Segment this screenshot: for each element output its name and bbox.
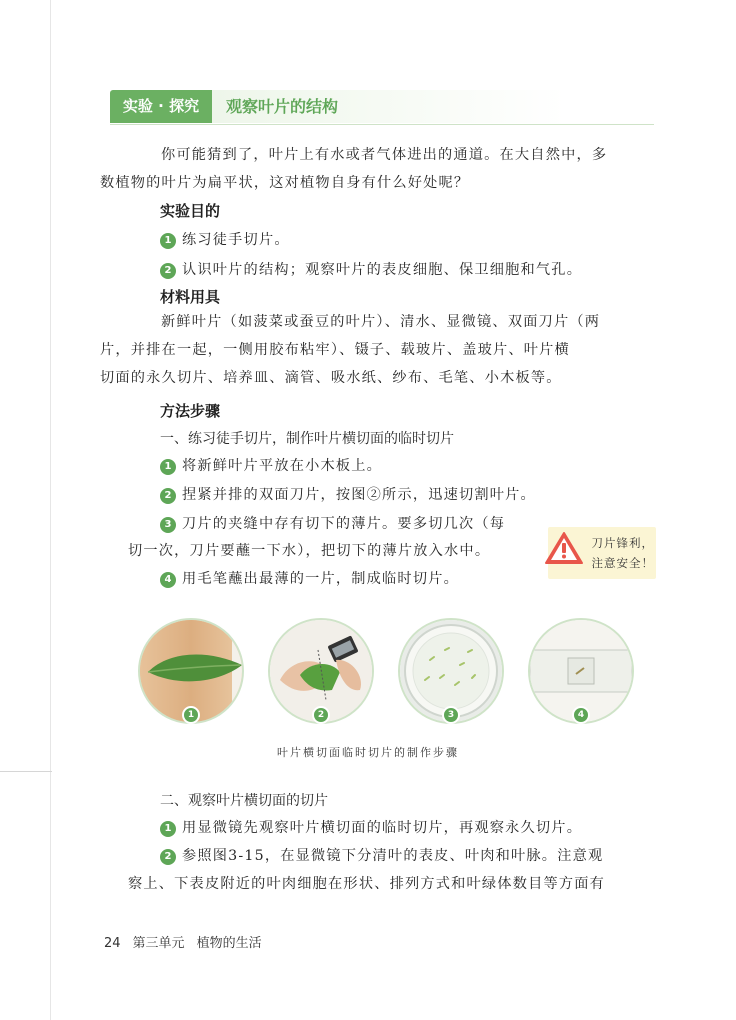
figure-badge-3	[442, 706, 460, 724]
page-number: 24	[104, 936, 121, 951]
figure-badge-1	[182, 706, 200, 724]
materials-heading: 材料用具	[160, 288, 221, 306]
caution-text	[588, 533, 654, 573]
step-text: 将新鲜叶片平放在小木板上。	[182, 458, 383, 474]
figure-badge-2	[312, 706, 330, 724]
step-4	[160, 568, 459, 588]
part2-step-1	[160, 817, 582, 837]
badge-number: 4	[572, 706, 590, 724]
step-2	[160, 484, 536, 504]
page-edge	[50, 0, 51, 1020]
number-badge: 3	[160, 517, 176, 533]
step-3-continued: 切一次，刀片要蘸一下水），把切下的薄片放入水中。	[128, 543, 491, 559]
section-header	[110, 90, 654, 125]
step-text: 用显微镜先观察叶片横切面的临时切片，再观察永久切片。	[182, 820, 583, 836]
part1-title: 一、练习徒手切片，制作叶片横切面的临时切片	[160, 431, 454, 447]
materials-line-1: 新鲜叶片（如菠菜或蚕豆的叶片）、清水、显微镜、双面刀片（两	[161, 314, 601, 330]
number-badge: 2	[160, 849, 176, 865]
intro-paragraph	[100, 141, 642, 197]
warning-triangle-icon	[544, 531, 584, 565]
number-badge: 1	[160, 821, 176, 837]
number-badge: 1	[160, 459, 176, 475]
step-3	[160, 513, 505, 533]
section-title: 观察叶片的结构	[226, 97, 339, 116]
purpose-item-1	[160, 229, 290, 249]
intro-line-1: 你可能猜到了，叶片上有水或者气体进出的通道。在大自然中，多	[161, 147, 608, 163]
materials-line-2: 片，并排在一起，一侧用胶布粘牢）、镊子、载玻片、盖玻片、叶片横	[100, 342, 570, 358]
materials-line-3: 切面的永久切片、培养皿、滴管、吸水纸、纱布、毛笔、小木板等。	[100, 370, 562, 386]
caution-box	[548, 527, 656, 579]
section-tag: 实验 · 探究	[110, 90, 212, 123]
purpose-item-2	[160, 259, 582, 279]
badge-number: 3	[442, 706, 460, 724]
caution-line-1: 刀片锋利，	[591, 536, 654, 550]
step-text: 用毛笔蘸出最薄的一片，制成临时切片。	[182, 571, 459, 587]
chapter-label: 植物的生活	[196, 936, 262, 951]
badge-number: 1	[182, 706, 200, 724]
step-text: 捏紧并排的双面刀片，按图②所示，迅速切割叶片。	[182, 487, 536, 503]
purpose-heading: 实验目的	[160, 202, 221, 220]
unit-label: 第三单元	[132, 936, 185, 951]
materials-paragraph	[100, 308, 642, 392]
figure-caption: 叶片横切面临时切片的制作步骤	[277, 746, 459, 759]
part2-step-2-continued: 察上、下表皮附近的叶肉细胞在形状、排列方式和叶绿体数目等方面有	[128, 876, 606, 892]
purpose-item-text: 练习徒手切片。	[182, 232, 290, 248]
step-text: 刀片的夹缝中存有切下的薄片。要多切几次（每	[182, 516, 506, 532]
margin-mark	[0, 771, 52, 772]
procedure-figure	[138, 618, 638, 724]
figure-badge-4	[572, 706, 590, 724]
part2-step-2	[160, 845, 603, 865]
part2-title: 二、观察叶片横切面的切片	[160, 793, 328, 809]
intro-line-2: 数植物的叶片为扁平状，这对植物自身有什么好处呢？	[100, 175, 470, 191]
caution-line-2: 注意安全！	[591, 556, 654, 570]
page-footer	[104, 932, 262, 951]
step-1	[160, 455, 382, 475]
step-text: 参照图3-15，在显微镜下分清叶的表皮、叶肉和叶脉。注意观	[182, 848, 604, 864]
number-badge: 2	[160, 488, 176, 504]
badge-number: 2	[312, 706, 330, 724]
number-badge: 1	[160, 233, 176, 249]
number-badge: 4	[160, 572, 176, 588]
number-badge: 2	[160, 263, 176, 279]
purpose-item-text: 认识叶片的结构；观察叶片的表皮细胞、保卫细胞和气孔。	[182, 262, 583, 278]
methods-heading: 方法步骤	[160, 402, 221, 420]
